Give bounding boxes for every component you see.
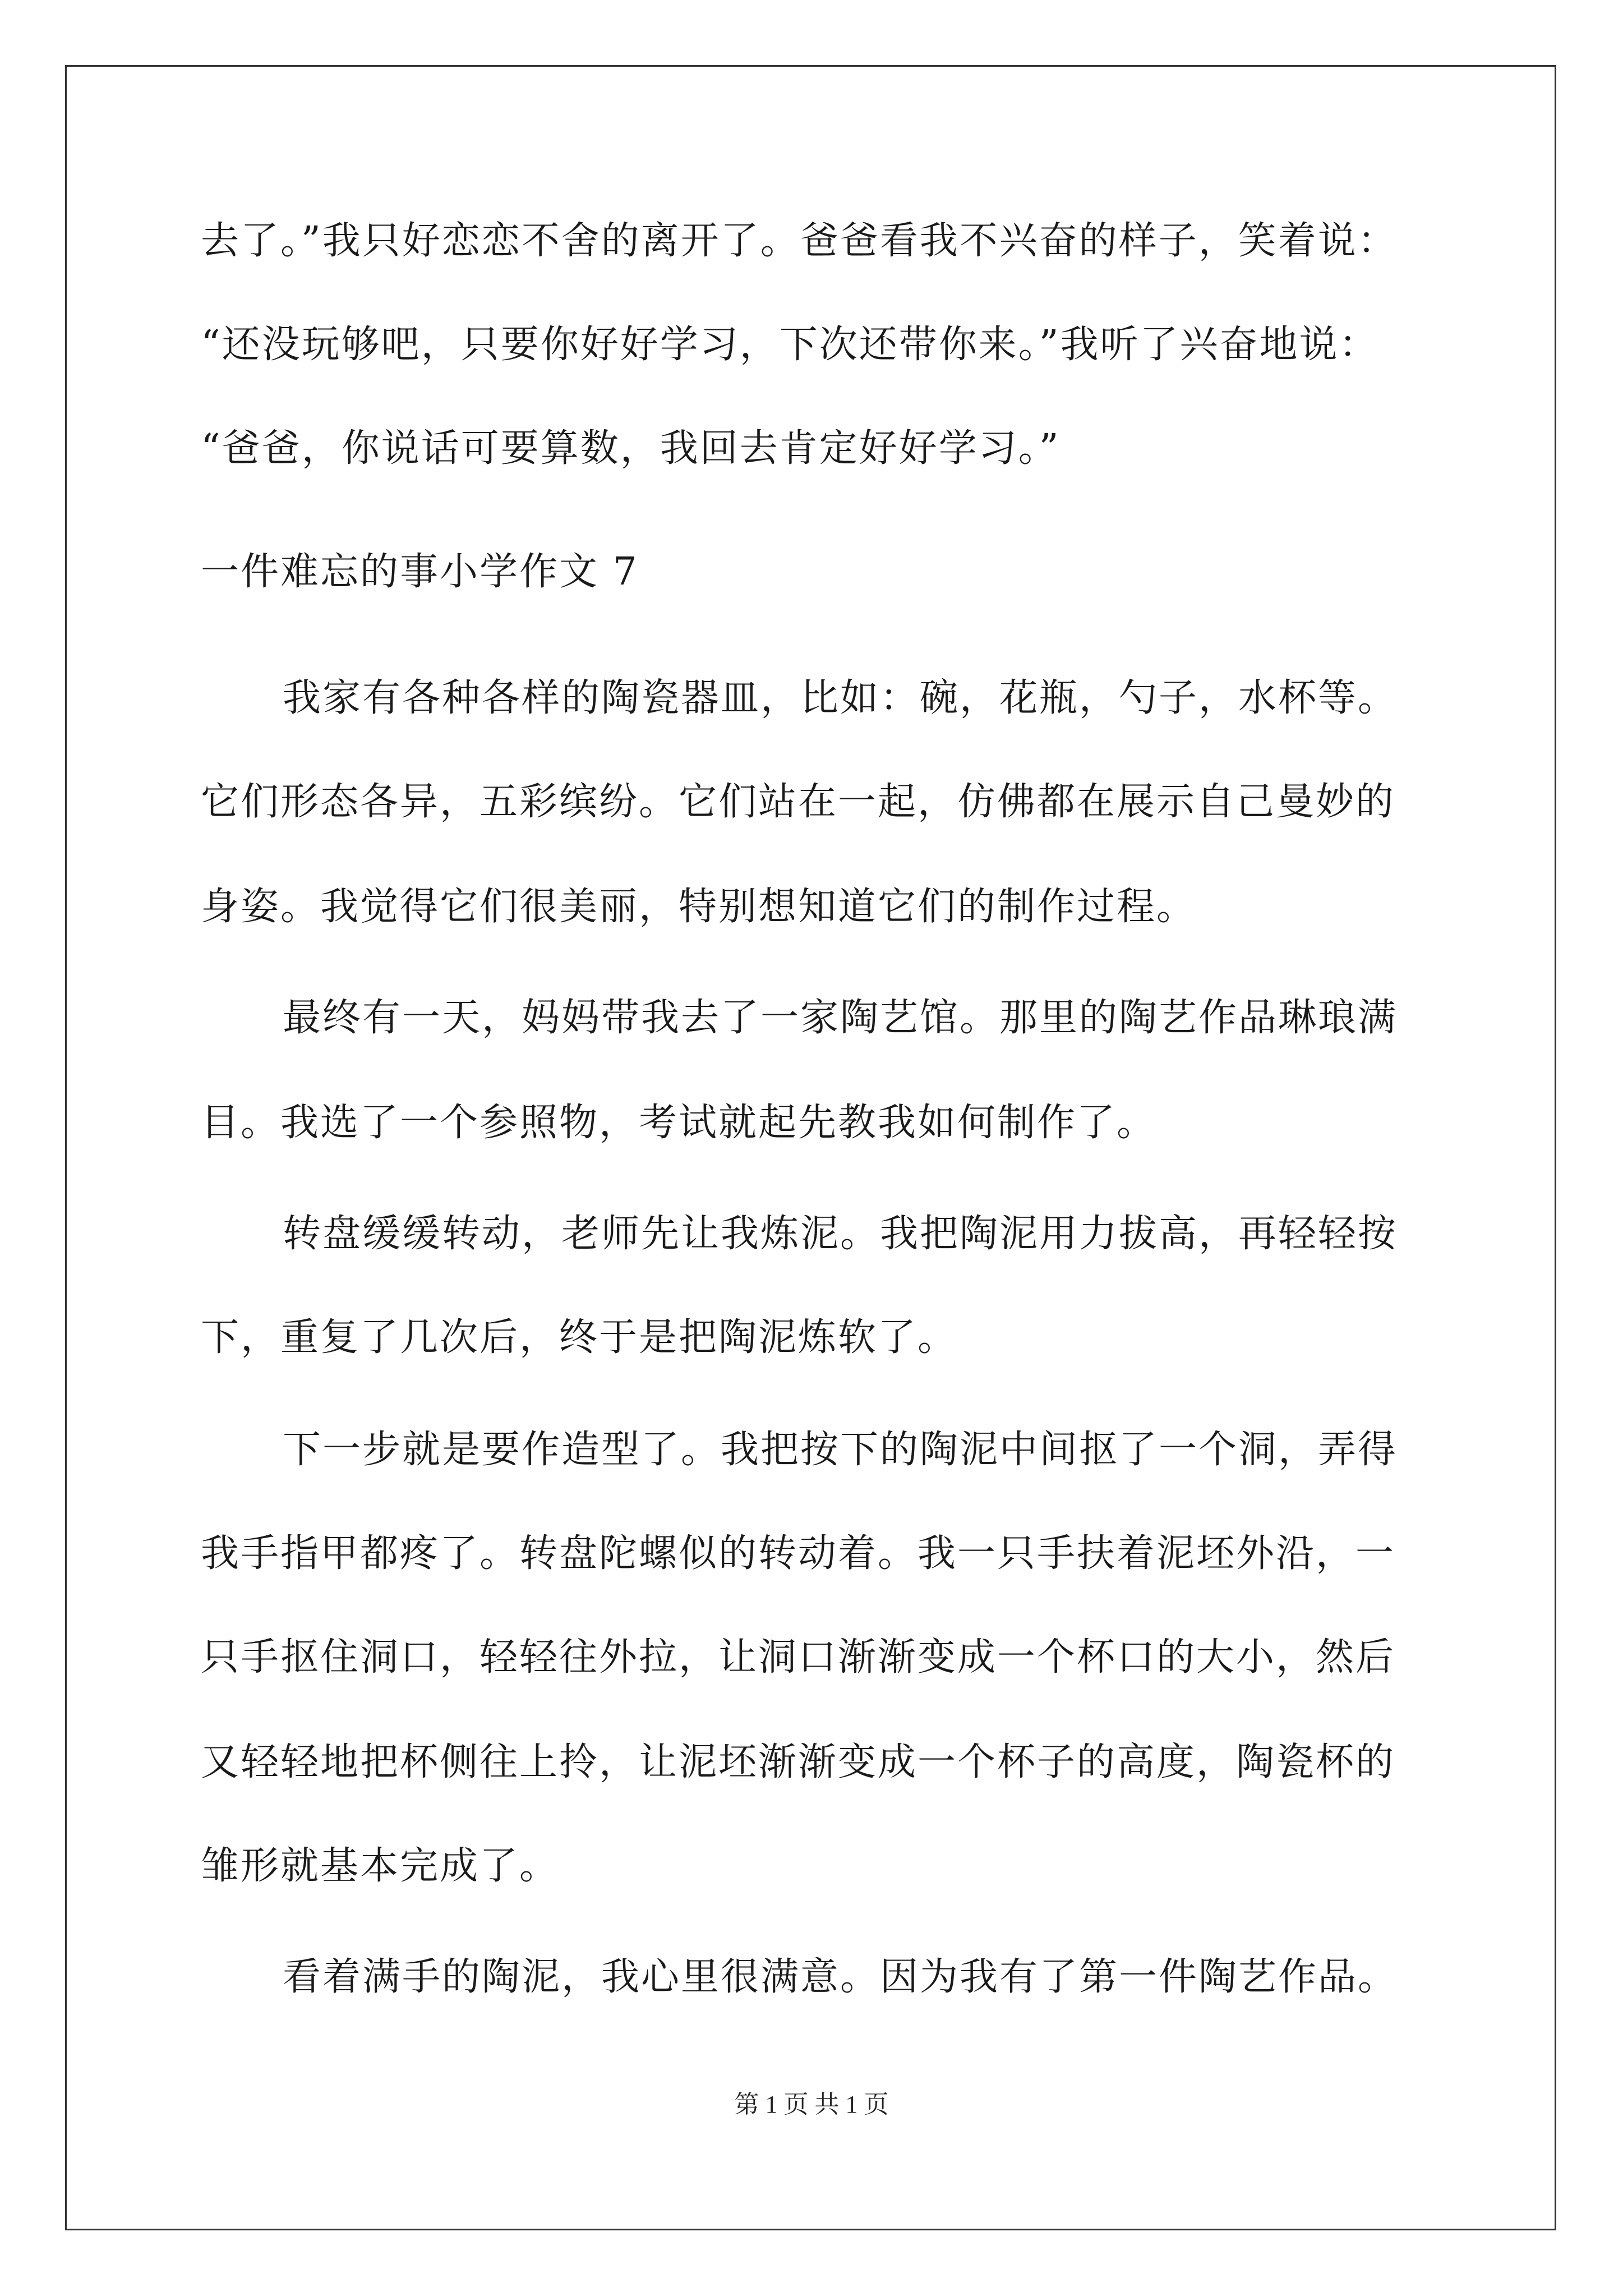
text-line: “还没玩够吧，只要你好好学习，下次还带你来。”我听了兴奋地说： [201,323,1379,367]
text-line: 它们形态各异，五彩缤纷。它们站在一起，仿佛都在展示自己曼妙的 [201,780,1396,824]
text-line: 我手指甲都疼了。转盘陀螺似的转动着。我一只手扶着泥坯外沿，一 [201,1531,1396,1576]
text-line: “爸爸，你说话可要算数，我回去肯定好好学习。” [201,426,1061,471]
text-line: 目。我选了一个参照物，考试就起先教我如何制作了。 [201,1101,1157,1145]
text-line: 下，重复了几次后，终于是把陶泥炼软了。 [201,1315,958,1360]
text-line: 身姿。我觉得它们很美丽，特别想知道它们的制作过程。 [201,885,1197,929]
paragraph-line: 下一步就是要作造型了。我把按下的陶泥中间抠了一个洞，弄得 [283,1428,1398,1472]
paragraph-line: 我家有各种各样的陶瓷器皿，比如：碗，花瓶，勺子，水杯等。 [283,676,1398,720]
text-line: 又轻轻地把杯侧往上拎，让泥坯渐渐变成一个杯子的高度，陶瓷杯的 [201,1740,1396,1784]
paragraph-line: 转盘缓缓转动，老师先让我炼泥。我把陶泥用力拔高，再轻轻按 [283,1212,1398,1256]
text-line: 去了。”我只好恋恋不舍的离开了。爸爸看我不兴奋的样子，笑着说： [201,219,1398,263]
text-line: 只手抠住洞口，轻轻往外拉，让洞口渐渐变成一个杯口的大小，然后 [201,1635,1396,1680]
paragraph-line: 最终有一天，妈妈带我去了一家陶艺馆。那里的陶艺作品琳琅满 [283,996,1398,1040]
section-heading: 一件难忘的事小学作文 7 [201,550,639,594]
text-line: 雏形就基本完成了。 [201,1844,560,1888]
paragraph-line: 看着满手的陶泥，我心里很满意。因为我有了第一件陶艺作品。 [283,1955,1398,1999]
page-number: 第 1 页 共 1 页 [734,2091,889,2118]
